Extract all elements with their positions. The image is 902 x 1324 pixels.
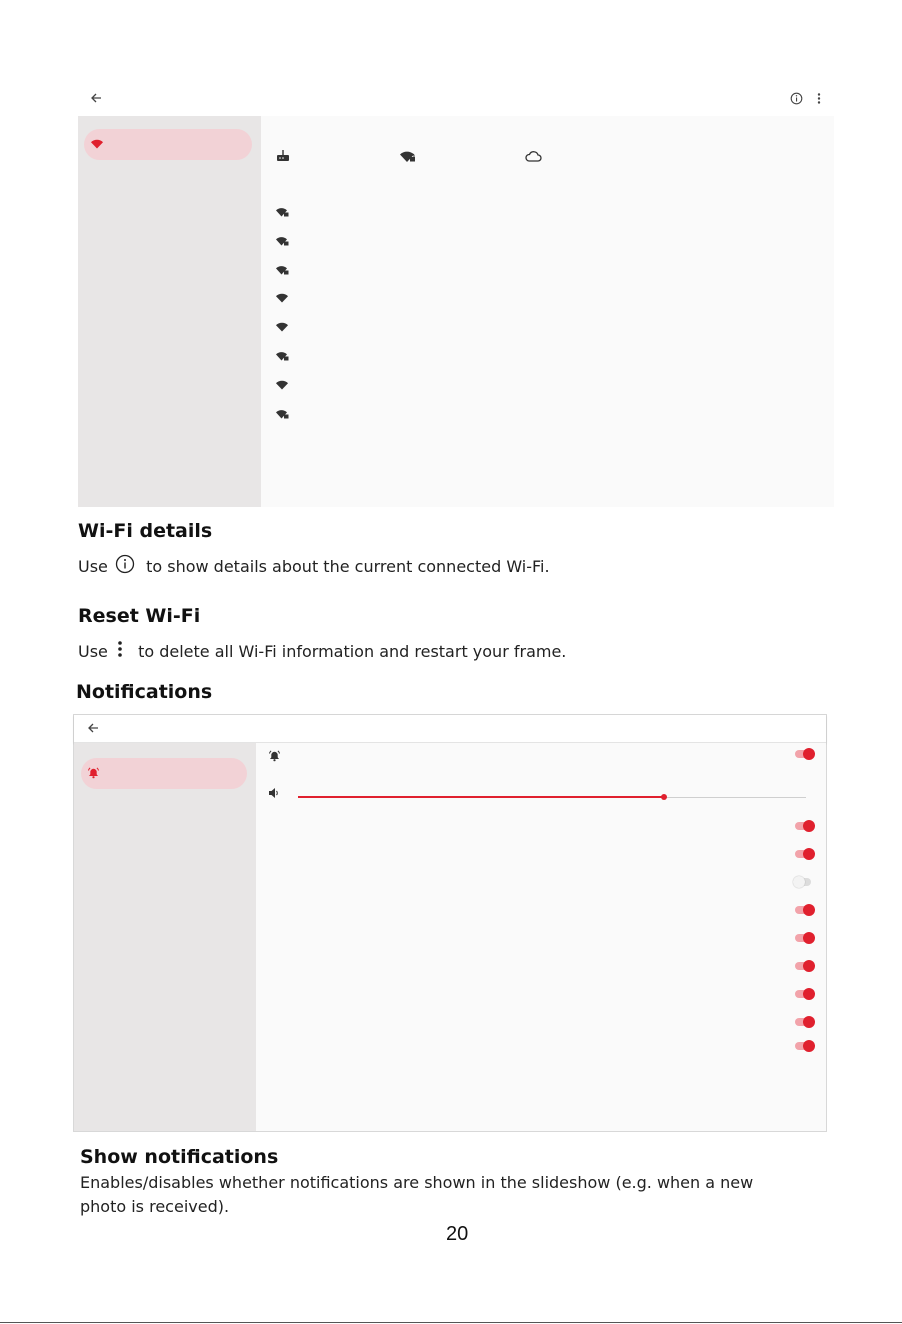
use-label: Use (78, 642, 108, 661)
cloud-icon (525, 150, 542, 162)
wifi-locked-icon[interactable] (276, 351, 289, 361)
page-bottom-rule (0, 1322, 902, 1323)
bell-ring-icon (268, 749, 281, 762)
toggle-switch[interactable] (793, 931, 815, 945)
back-arrow-icon[interactable] (87, 722, 99, 734)
reset-wifi-description: to delete all Wi-Fi information and restart your frame. (138, 642, 567, 661)
wifi-locked-icon[interactable] (276, 236, 289, 246)
show-notifications-heading: Show notifications (80, 1146, 279, 1168)
sidebar-item-wifi[interactable] (84, 129, 252, 160)
info-icon[interactable] (790, 92, 803, 105)
volume-icon (268, 787, 280, 799)
page-number: 20 (446, 1223, 469, 1245)
more-vert-icon[interactable] (816, 92, 822, 105)
wifi-icon[interactable] (276, 380, 288, 390)
reset-wifi-heading: Reset Wi-Fi (78, 605, 201, 627)
wifi-locked-icon[interactable] (276, 409, 289, 419)
wifi-icon (91, 139, 103, 149)
wifi-icon[interactable] (276, 322, 288, 332)
wifi-settings-screenshot (78, 82, 834, 507)
toggle-switch[interactable] (793, 959, 815, 973)
more-vert-icon (117, 640, 123, 658)
info-circle-icon (115, 554, 135, 574)
toggle-thumb (803, 904, 815, 916)
router-icon (276, 148, 290, 162)
wifi-locked-icon[interactable] (276, 207, 289, 217)
toggle-thumb (803, 848, 815, 860)
use-label: Use (78, 557, 108, 576)
notifications-heading: Notifications (76, 681, 213, 703)
sidebar (78, 116, 261, 507)
top-bar (78, 82, 834, 116)
wifi-locked-icon (400, 150, 416, 163)
toggle-thumb (803, 1016, 815, 1028)
toggle-thumb (803, 932, 815, 944)
toggle-thumb (803, 1040, 815, 1052)
toggle-switch[interactable] (793, 1015, 815, 1029)
toggle-switch[interactable] (793, 903, 815, 917)
toggle-switch[interactable] (793, 1039, 815, 1053)
toggle-thumb (803, 960, 815, 972)
toggle-thumb (803, 748, 815, 760)
wifi-icon[interactable] (276, 293, 288, 303)
toggle-thumb (803, 820, 815, 832)
wifi-details-text (78, 554, 550, 576)
bell-icon (87, 766, 100, 779)
toggle-thumb (793, 876, 805, 888)
show-notifications-text-line2: photo is received). (80, 1197, 230, 1216)
toggle-thumb (803, 988, 815, 1000)
notification-content (256, 743, 826, 1131)
top-bar (74, 715, 826, 743)
wifi-details-description: to show details about the current connected Wi-Fi. (146, 557, 550, 576)
toggle-switch[interactable] (793, 747, 815, 761)
wifi-details-heading: Wi-Fi details (78, 520, 213, 542)
notification-settings-screenshot (73, 714, 827, 1132)
toggle-switch[interactable] (793, 875, 815, 889)
volume-slider-fill (298, 796, 664, 798)
toggle-switch[interactable] (793, 987, 815, 1001)
wifi-locked-icon[interactable] (276, 265, 289, 275)
back-arrow-icon[interactable] (90, 92, 102, 104)
volume-slider-thumb[interactable] (661, 794, 667, 800)
wifi-content (261, 116, 834, 507)
show-notifications-text-line1: Enables/disables whether notifications are shown in the slideshow (e.g. when a new (80, 1173, 754, 1192)
toggle-switch[interactable] (793, 847, 815, 861)
sidebar-item-notifications[interactable] (81, 758, 247, 789)
reset-wifi-text (78, 640, 566, 661)
toggle-switch[interactable] (793, 819, 815, 833)
sidebar (74, 743, 256, 1131)
